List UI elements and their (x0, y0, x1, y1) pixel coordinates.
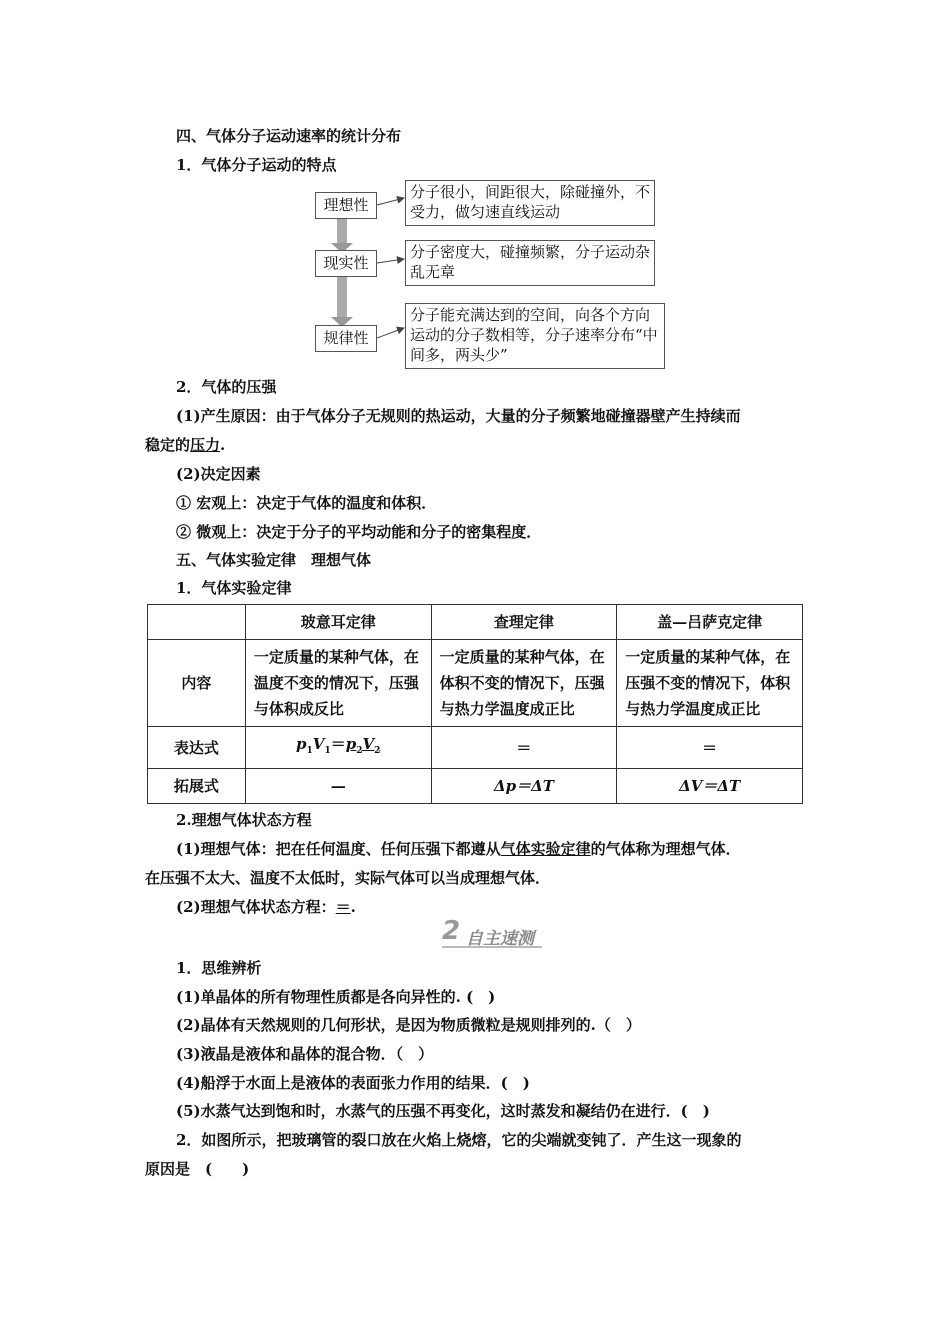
ideal-gas-def-b: 在压强不太大、温度不太低时，实际气体可以当成理想气体． (145, 869, 551, 887)
desc-regularity: 分子能充满达到的空间，向各个方向运动的分子数相等，分子速率分布“中间多，两头少” (405, 303, 665, 369)
desc-ideal: 分子很小，间距很大，除碰撞外，不受力，做匀速直线运动 (405, 180, 655, 226)
row-label-extension: 拓展式 (148, 769, 246, 804)
quiz-q1: 1．思维辨析 (176, 959, 262, 977)
quiz-item-5: (5)水蒸气达到饱和时，水蒸气的压强不再变化，这时蒸发和凝结仍在进行．( ) (176, 1102, 710, 1120)
flow-diagram (315, 180, 675, 372)
row-label-expression: 表达式 (148, 727, 246, 769)
quiz-item-3: (3)液晶是液体和晶体的混合物．（ ） (176, 1045, 434, 1063)
desc-reality: 分子密度大，碰撞频繁，分子运动杂乱无章 (405, 240, 655, 286)
quiz-q2-a: 2．如图所示，把玻璃管的裂口放在火焰上烧熔，它的尖端就变钝了．产生这一现象的 (176, 1131, 742, 1149)
expr-boyle: $p_1V_1=p_2V_2$ (245, 727, 431, 769)
table-row-extension (148, 769, 803, 804)
ext-gay-lussac: ΔV＝ΔT (617, 769, 803, 804)
ext-boyle: — (245, 769, 431, 804)
gas-law-table (147, 604, 803, 804)
content-gay-lussac: 一定质量的某种气体，在压强不变的情况下，体积与热力学温度成正比 (617, 640, 803, 727)
pressure-factors: (2)决定因素 (176, 465, 261, 483)
badge-number: 2 (442, 916, 461, 946)
section-4-sub2: 2．气体的压强 (176, 378, 277, 396)
header-gay-lussac: 盖—吕萨克定律 (617, 605, 803, 640)
pressure-cause-a: (1)产生原因：由于气体分子无规则的热运动，大量的分子频繁地碰撞器壁产生持续而 (176, 407, 741, 425)
quiz-item-1: (1)单晶体的所有物理性质都是各向异性的. ( ) (176, 988, 496, 1006)
label-ideal: 理想性 (315, 192, 377, 219)
row-label-content: 内容 (148, 640, 246, 727)
section-5-sub2: 2.理想气体状态方程 (176, 811, 312, 829)
badge-text: 自主速测 (466, 929, 534, 949)
section-4-sub1: 1．气体分子运动的特点 (176, 156, 337, 174)
expr-charles: ＝ (431, 727, 617, 769)
quiz-item-2: (2)晶体有天然规则的几何形状，是因为物质微粒是规则排列的.（ ） (176, 1016, 641, 1034)
expr-gay-lussac: ＝ (617, 727, 803, 769)
pressure-macro: ① 宏观上：决定于气体的温度和体积． (176, 494, 437, 512)
content-charles: 一定质量的某种气体，在体积不变的情况下，压强与热力学温度成正比 (431, 640, 617, 727)
ideal-gas-equation: (2)理想气体状态方程：＝. (176, 898, 356, 916)
table-row-content (148, 640, 803, 727)
table-header-row (148, 605, 803, 640)
content-boyle: 一定质量的某种气体，在温度不变的情况下，压强与体积成反比 (245, 640, 431, 727)
ext-charles: Δp＝ΔT (431, 769, 617, 804)
pressure-micro: ② 微观上：决定于分子的平均动能和分子的密集程度． (176, 523, 542, 541)
label-regularity: 规律性 (315, 325, 377, 352)
header-boyle: 玻意耳定律 (245, 605, 431, 640)
section-4-title: 四、气体分子运动速率的统计分布 (176, 127, 402, 145)
quiz-q2-b: 原因是 ( ) (145, 1160, 250, 1178)
pressure-cause-b: 稳定的压力. (145, 436, 226, 454)
ideal-gas-def-a: (1)理想气体：把在任何温度、任何压强下都遵从气体实验定律的气体称为理想气体． (176, 840, 741, 858)
self-test-badge (440, 918, 544, 950)
label-reality: 现实性 (315, 250, 377, 277)
header-charles: 查理定律 (431, 605, 617, 640)
table-row-expression (148, 727, 803, 769)
section-5-sub1: 1．气体实验定律 (176, 579, 292, 597)
table-corner (148, 605, 246, 640)
quiz-item-4: (4)船浮于水面上是液体的表面张力作用的结果．( ) (176, 1074, 530, 1092)
section-5-title: 五、气体实验定律 理想气体 (176, 551, 372, 569)
